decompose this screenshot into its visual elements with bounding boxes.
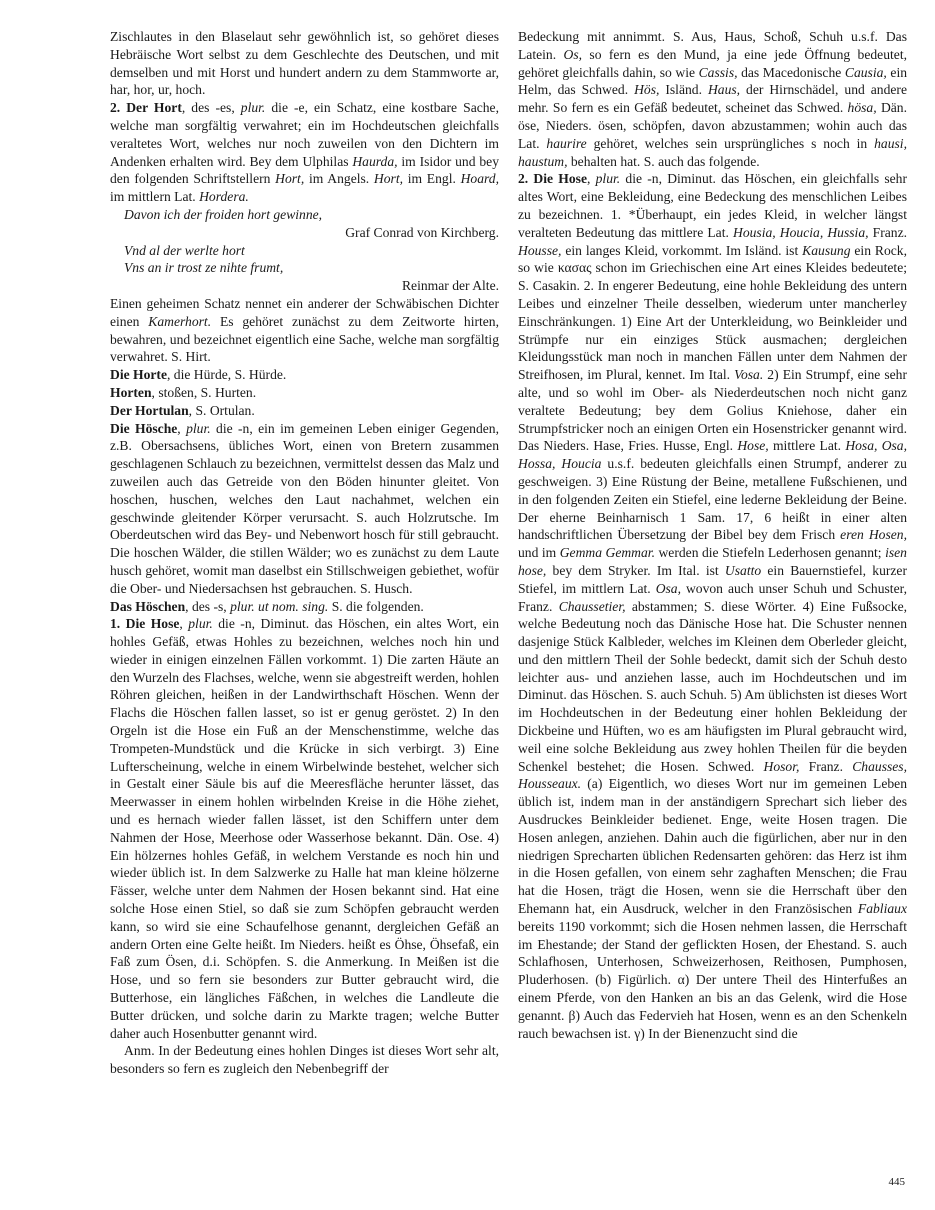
text-run: mittlere Lat. bbox=[768, 438, 846, 454]
text-run: bereits 1190 vorkommt; sich die Hosen nehmen lassen, die Herrschaft im Ehestande; der Stand der geflickten Hosen, der Ehestand. S. auch Schlafhosen, Unterhosen, Schweizerhosen, Reithosen, Pumphosen, Pluderhosen. (b) Figürlich. α) Der untere Theil des Hinterfußes an einem Pferde, von den Hanken an bis an das Gelenk, wird die Hose genannt. β) Auch das Federvieh hat Hosen, wenn es an den Schenkeln rauch bewachsen ist. γ) In der Bienenzucht sind die bbox=[518, 918, 907, 1041]
left-paragraph bbox=[110, 1042, 499, 1078]
entry-headword: 2. Die Hose bbox=[518, 171, 587, 187]
text-run: , S. Ortulan. bbox=[188, 402, 255, 418]
italic-term: plur. bbox=[240, 100, 266, 116]
text-run: im Angels. bbox=[304, 171, 374, 187]
left-verse-line bbox=[124, 259, 499, 277]
text-run: Vns an ir trost ze nihte frumt, bbox=[124, 260, 284, 276]
italic-term: hösa, bbox=[847, 100, 877, 116]
text-run: Bedeckung mit annimmt. S. Aus, Haus, Schoß, Schuh u.s.f. Das Latein. bbox=[518, 29, 907, 62]
right-paragraph bbox=[518, 28, 907, 170]
text-run: und im bbox=[518, 545, 560, 561]
text-run: Reinmar der Alte. bbox=[401, 278, 499, 294]
text-run: behalten hat. S. auch das folgende. bbox=[567, 153, 760, 169]
text-run: im Isidor und bey den folgenden Schriftstellern bbox=[110, 153, 499, 187]
italic-term: Cassis, bbox=[698, 64, 738, 80]
text-run: Vnd al der werlte hort bbox=[124, 242, 245, 258]
text-run: gehöret, welches sein ursprüngliches s noch in bbox=[586, 135, 875, 151]
italic-term: plur. bbox=[595, 171, 621, 187]
text-run: ein Bauernstiefel, kurzer Stiefel, im mittlern Lat. bbox=[518, 562, 907, 596]
left-paragraph bbox=[110, 598, 499, 616]
text-run: ein langes Kleid, vorkommt. Im Isländ. ist bbox=[561, 242, 803, 258]
text-run: Graf Conrad von Kirchberg. bbox=[345, 224, 499, 240]
italic-term: Gemma Gemmar. bbox=[559, 545, 655, 561]
text-run: Franz. bbox=[868, 224, 908, 240]
entry-headword: 2. Der Hort bbox=[110, 100, 182, 116]
text-run: Zischlautes in den Blaselaut sehr gewöhnlich ist, so gehöret dieses Hebräische Wort selbst zu dem Geschlechte des Deutschen, und mit demselben und mit Horst und hundert andern zu dem Stammworte ar, har, hor, ur, hoch. bbox=[110, 29, 499, 98]
left-attribution bbox=[110, 224, 499, 242]
italic-term: plur. bbox=[188, 616, 213, 632]
italic-term: Hordera. bbox=[199, 189, 249, 205]
text-run: Franz. bbox=[799, 758, 853, 774]
left-verse-line bbox=[124, 206, 499, 224]
italic-term: plur. ut nom. sing. bbox=[230, 598, 329, 614]
text-run: , stoßen, S. Hurten. bbox=[151, 384, 257, 400]
text-run: 2) Ein Strumpf, eine sehr alte, und so wohl im Ober- als Niederdeutschen noch nicht ganz veraltete Bedeutung; bey dem Golius Kniehose, daher ein Strumpfstricker noch an einigen Orten ein Hosenstricker genannt wird. Das Nieders. Hase, Fries. Husse, Engl. bbox=[518, 367, 907, 454]
italic-term: isen hose, bbox=[518, 545, 907, 578]
italic-term: Vosa. bbox=[734, 367, 764, 383]
italic-term: Hös, bbox=[634, 82, 660, 98]
text-run: , die Hürde, S. Hürde. bbox=[167, 367, 287, 383]
italic-term: Haurda, bbox=[352, 153, 398, 169]
page-number: 445 bbox=[888, 1176, 905, 1188]
italic-term: Usatto bbox=[724, 562, 762, 578]
text-run: Dän. öse, Nieders. ösen, schöpfen, davon abzustammen; wohin auch das Lat. bbox=[518, 100, 907, 151]
italic-term: Kamerhort. bbox=[148, 313, 212, 329]
italic-term: Fabliaux bbox=[857, 901, 907, 917]
italic-term: Causia, bbox=[844, 64, 887, 80]
left-attribution bbox=[110, 277, 499, 295]
italic-term: Chaussetier, bbox=[558, 598, 626, 614]
left-paragraph bbox=[110, 99, 499, 206]
text-run: u.s.f. bedeuten gleichfalls einen Strumpf, anderer zu geschweigen. 3) Eine Rüstung der Beine, metallene Fußschienen, und in den folgenden Zeiten ein Stiefel, eine lederne Bekleidung der Beine. Der eherne Beinharnisch 1 Sam. 17, 6 heißt in einer alten handschriftlichen Übersetzung der Bibel bey dem Frisch bbox=[518, 456, 907, 543]
text-run: im mittlern Lat. bbox=[110, 189, 200, 205]
italic-term: Hosor, bbox=[763, 758, 800, 774]
text-run: die -e, ein Schatz, eine kostbare Sache, welche man sorgfältig verwahret; ein im Hochdeutschen gleichfalls veraltetes Wort, welches nur noch zuweilen von den Dichtern im Andenken erhalten wird. Bey dem Ulphilas bbox=[110, 100, 499, 169]
text-run: , bbox=[177, 420, 187, 436]
text-run: , bbox=[179, 616, 189, 632]
italic-term: Hort, bbox=[275, 171, 305, 187]
entry-headword: Horten bbox=[110, 384, 152, 400]
left-paragraph bbox=[110, 384, 499, 402]
text-run: (a) Eigentlich, wo dieses Wort nur im gemeinen Leben üblich ist, indem man in der anständigern Sprechart sich lieber des Ausdruckes Beinkleider bedienet. Enge, weite Hosen tragen. Die Hosen anlegen, anziehen. Dahin auch die figürlichen, aber nur in den niedrigen Sprecharten üblichen Redensarten gehören: das Herz ist ihm in die Hosen gefallen, von einem sehr zaghaften Menschen; die Frau hat die Hosen, trägt die Hosen, wenn sie die Herrschaft über den Ehemann hat, ein Ausdruck, welcher in den Französischen bbox=[518, 776, 907, 917]
italic-term: Hort, bbox=[373, 171, 404, 187]
text-run: im Engl. bbox=[403, 171, 461, 187]
text-run: bey dem Stryker. Im Ital. ist bbox=[546, 562, 725, 578]
left-verse-line bbox=[124, 242, 499, 260]
text-run: ein Rock, so wie κασας schon im Griechischen eine Art eines Kleides bedeutete; S. Casakin. 2. In engerer Bedeutung, eine hohle Bekleidung des untern Leibes und einzelner Theile desselben, wiederum unter mancherley Einschränkungen. 1) Eine Art der Unterkleidung, wo Beinkleider und Strümpfe nur ein einziges Stück ausmachen; dergleichen Kleidungsstück man noch in manchen Fällen unter dem Nahmen der Streifhosen, im Plural, kennet. Im Ital. bbox=[518, 242, 907, 383]
left-column bbox=[110, 28, 499, 1078]
text-run: , des -es, bbox=[181, 100, 241, 116]
entry-headword: Die Hösche bbox=[110, 420, 178, 436]
right-column bbox=[518, 28, 907, 1042]
text-run: S. die folgenden. bbox=[328, 598, 424, 614]
text-run: Isländ. bbox=[659, 82, 708, 98]
italic-term: plur. bbox=[186, 420, 211, 436]
left-paragraph bbox=[110, 420, 499, 598]
text-run: die -n, Diminut. das Höschen, ein altes Wort, ein hohles Gefäß, etwas Hohles zu bezeichnen, welches noch hin und wieder in einigen einzelnen Fällen vorkommt. 1) Die zarten Häute an den Wurzeln des Flachses, welche, wenn sie abgestreift werden, hohlen Röhren gleichen, heißen in der Landwirthschaft Höschen. Wenn der Flachs die Höschen fallen lasset, so ist er genug geröstet. 2) In den Orgeln ist die Hose ein Fuß an der Menschenstimme, welche das Trompeten-Mundstück und die Krücke in sich verbirgt. 3) Eine Lufterscheinung, welche in einem Wirbelwinde bestehet, welcher sich in Gestalt einer Säule bis auf die Meeresfläche herunter lässet, das Meerwasser in einem hohlen wirbelnden Kreise in die Höhe ziehet, und es hernach wieder fallen lässet, ist den Schiffern unter dem Nahmen der Hose, Meerhose oder Wasserhose bekannt. Dän. Ose. 4) Ein hölzernes hohles Gefäß, in welchem Verstande es noch hin und wieder üblich ist. In dem Salzwerke zu Halle hat man kleine hölzerne Fässer, welche unter dem Nahmen der Hosen bekannt sind. Hat eine solche Hose einen Stiel, so daß sie zum Schöpfen gebraucht werden kann, so wird sie eine Schaufelhose genannt, dergleichen Gefäß an andern Orten eine Gelte heißt. Im Nieders. heißt es Öhse, Öhsefaß, ein Faß zum Ösen, d.i. Schöpfen. S. die Anmerkung. In Meißen ist die Hose, und so fern sie besonders zur Butter gebraucht wird, die Butterhose, ein längliches Fäßchen, in welches die Landleute die Butter drücken, und solche darin zu Markte tragen; welche Butter daher auch Hosenbutter genannt wird. bbox=[110, 616, 499, 1041]
text-run: Einen geheimen Schatz nennet ein anderer der Schwäbischen Dichter einen bbox=[110, 295, 499, 329]
text-run: Davon ich der froiden hort gewinne, bbox=[124, 206, 323, 222]
italic-term: eren Hosen, bbox=[840, 527, 907, 543]
italic-term: Hose, bbox=[737, 438, 769, 454]
left-paragraph bbox=[110, 366, 499, 384]
text-run: so fern es den Mund, ja eine jede Öffnung bedeutet, gehöret gleichfalls dahin, so wie bbox=[518, 46, 907, 80]
text-run: die -n, ein im gemeinen Leben einiger Gegenden, z.B. Obersachsens, übliches Wort, einen von Bretern zusammen geschlagenen Schlauch zu bezeichnen, vermittelst dessen das Malz und zuweilen auch das Getreide von den Böden hinunter gleitet. Von hoschen, huschen, welches den Laut nachahmet, welchen ein geschwinde gleitender Körper verursacht. S. auch Holzrutsche. Im Oberdeutschen wird das Bey- und Nebenwort hosch für still gebraucht. Die hoschen Wälder, die stillen Wälder; wo es zunächst zu dem Laute husch gehöret, womit man daselbst ein Stillschweigen gebiethet, wofür die Ober- und Niedersachsen hst gebrauchen. S. Husch. bbox=[110, 420, 499, 596]
left-paragraph bbox=[110, 28, 499, 99]
text-run: ein Helm, das Schwed. bbox=[518, 64, 908, 98]
text-run: , des -s, bbox=[185, 598, 231, 614]
italic-term: Housia, Houcia, Hussia, bbox=[733, 224, 869, 240]
italic-term: Haus, bbox=[707, 82, 741, 98]
text-run: wovon auch unser Schuh und Schuster, Franz. bbox=[518, 580, 907, 614]
text-run: , bbox=[586, 171, 596, 187]
italic-term: Chausses, Housseaux. bbox=[518, 758, 907, 792]
italic-term: Osa, bbox=[655, 580, 681, 596]
entry-headword: Das Höschen bbox=[110, 598, 186, 614]
left-paragraph bbox=[110, 615, 499, 1042]
text-run: Es gehöret zunächst zu dem Zeitworte hirten, bewahren, und bezeichnet eigentlich eine Sache, welche man sorgfältig verwahret. S. Hirt. bbox=[110, 313, 500, 365]
italic-term: Kausung bbox=[802, 242, 851, 258]
text-run: die -n, Diminut. das Höschen, ein gleichfalls sehr altes Wort, eine Bekleidung, eine Bedeckung des menschlichen Leibes zu bezeichnen. 1. *Überhaupt, ein jedes Kleid, in welcher längst veralteten Bedeutung das mittlere Lat. bbox=[518, 171, 908, 240]
italic-term: Hoard, bbox=[460, 171, 499, 187]
right-paragraph bbox=[518, 170, 907, 1042]
entry-headword: 1. Die Hose bbox=[110, 616, 180, 632]
italic-term: Housse, bbox=[518, 242, 562, 258]
entry-headword: Die Horte bbox=[110, 367, 167, 383]
left-paragraph bbox=[110, 295, 499, 366]
text-run: das Macedonische bbox=[737, 64, 845, 80]
text-run: werden die Stiefeln Lederhosen genannt; bbox=[654, 545, 886, 561]
entry-headword: Der Hortulan bbox=[110, 402, 189, 418]
italic-term: hausi, haustum, bbox=[518, 135, 907, 169]
text-run: der Hirnschädel, und andere mehr. So fern es ein Gefäß bedeutet, scheinet das Schwed. bbox=[518, 82, 907, 116]
italic-term: Hosa, Osa, Hossa, Houcia bbox=[518, 438, 907, 472]
italic-term: haurire bbox=[546, 135, 587, 151]
text-run: abstammen; S. diese Wörter. 4) Eine Fußsocke, welche Bedeutung noch das Dänische Hose hat. Die Schuster nennen dasjenige Stück Kalbleder, welches im Kleinen dem Oberleder gleicht, und den mittlern Theil der Sohle bedeckt, damit sich der Schuh desto leichter aus- und anziehen lasse, auch im Hochdeutschen und im Diminut. das Höschen. S. auch Schuh. 5) Am üblichsten ist dieses Wort im Hochdeutschen in der Bedeutung einer hohlen Bekleidung der Dickbeine und Hüften, wo es am häufigsten im Plural gebraucht wird, weil eine solche Bekleidung aus zwey hohlen Theilen für die beyden Schenkel bestehet; die Hosen. Schwed. bbox=[518, 598, 908, 774]
text-run: Anm. In der Bedeutung eines hohlen Dinges ist dieses Wort sehr alt, besonders so fern es zugleich den Nebenbegriff der bbox=[110, 1043, 499, 1077]
left-paragraph bbox=[110, 402, 499, 420]
italic-term: Os, bbox=[563, 46, 583, 62]
